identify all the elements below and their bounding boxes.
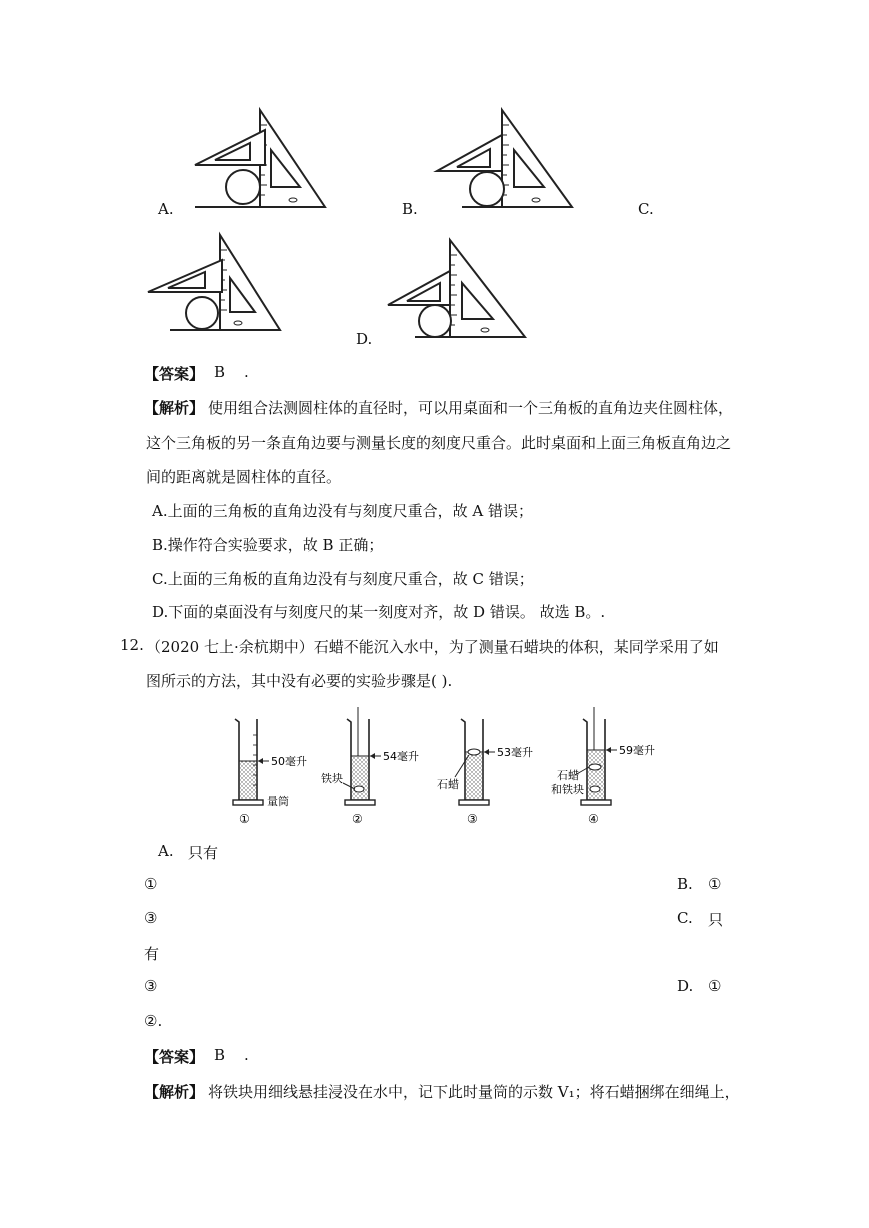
q11-analysis-line-4: A.上面的三角板的直角边没有与刻度尺重合，故 A 错误；	[152, 502, 533, 520]
figure-option-a	[185, 105, 335, 215]
q12-answer-dot: .	[244, 1046, 249, 1064]
q11-answer-label: 【答案】	[144, 365, 205, 383]
label-wax: 石蜡	[437, 778, 459, 791]
option-c-label: C.	[638, 200, 654, 218]
reading-1: 50毫升	[271, 755, 307, 768]
q11-analysis-line-2: 这个三角板的另一条直角边要与测量长度的刻度尺重合。此时桌面和上面三角板直角边之	[146, 434, 732, 452]
step-3: ③	[467, 812, 478, 826]
q12-stem-line-2: 图所示的方法，其中没有必要的实验步骤是( ).	[146, 672, 453, 690]
option-a-label: A.	[158, 200, 174, 218]
q12-answer-value: B	[214, 1046, 226, 1064]
q12-option-c-cont2: ③	[144, 977, 158, 995]
q12-answer-label: 【答案】	[144, 1048, 205, 1066]
q12-option-a-label: A.	[158, 842, 174, 860]
figure-option-d	[385, 235, 535, 345]
label-wax-iron-2: 和铁块	[551, 783, 584, 796]
q11-analysis-line-7: D.下面的桌面没有与刻度尺的某一刻度对齐，故 D 错误。 故选 B。.	[152, 603, 606, 621]
label-wax-iron-1: 石蜡	[557, 769, 579, 782]
q12-option-d-text: ①	[708, 977, 722, 995]
q11-answer-value: B	[214, 363, 226, 381]
reading-4: 59毫升	[619, 744, 655, 757]
q12-analysis-label: 【解析】	[144, 1083, 205, 1101]
figure-option-b	[432, 105, 582, 215]
q11-analysis-label: 【解析】	[144, 399, 205, 417]
q11-answer-dot: .	[244, 363, 249, 381]
label-iron: 铁块	[321, 772, 343, 785]
cylinder-3	[455, 719, 495, 805]
q12-option-d-cont: ②.	[144, 1012, 163, 1030]
option-b-label: B.	[402, 200, 418, 218]
q12-option-b-cont: ③	[144, 909, 158, 927]
reading-3: 53毫升	[497, 746, 533, 759]
cylinder-2	[343, 707, 381, 805]
step-4: ④	[588, 812, 599, 826]
step-1: ①	[239, 812, 250, 826]
reading-2: 54毫升	[383, 750, 419, 763]
q11-analysis-line-6: C.上面的三角板的直角边没有与刻度尺重合，故 C 错误；	[152, 570, 534, 588]
q12-option-d-label: D.	[677, 977, 694, 995]
q12-option-a-text: 只有	[188, 844, 219, 862]
graduated-cylinder-figure	[225, 705, 665, 835]
cylinder-1	[233, 719, 269, 805]
q11-analysis-line-5: B.操作符合实验要求，故 B 正确；	[152, 536, 384, 554]
figure-option-c	[140, 230, 290, 340]
q11-analysis-line-1: 使用组合法测圆柱体的直径时，可以用桌面和一个三角板的直角边夹住圆柱体，	[208, 399, 734, 417]
q12-option-c-text: 只	[708, 911, 724, 929]
q11-analysis-line-3: 间的距离就是圆柱体的直径。	[146, 468, 342, 486]
q12-option-c-label: C.	[677, 909, 693, 927]
step-2: ②	[352, 812, 363, 826]
q12-stem-line-1: （2020 七上·余杭期中）石蜡不能沉入水中，为了测量石蜡块的体积，某同学采用了如	[146, 638, 719, 656]
label-cylinder: 量筒	[267, 795, 289, 808]
option-d-label: D.	[356, 330, 373, 348]
q12-option-b-label: B.	[677, 875, 693, 893]
q12-number: 12.	[120, 636, 144, 654]
q12-option-b-text: ①	[708, 875, 722, 893]
q12-option-c-cont1: 有	[144, 945, 160, 963]
q12-option-a-cont: ①	[144, 875, 158, 893]
q12-analysis-text: 将铁块用细线悬挂浸没在水中，记下此时量筒的示数 V₁；将石蜡捆绑在细绳上，	[208, 1083, 740, 1101]
